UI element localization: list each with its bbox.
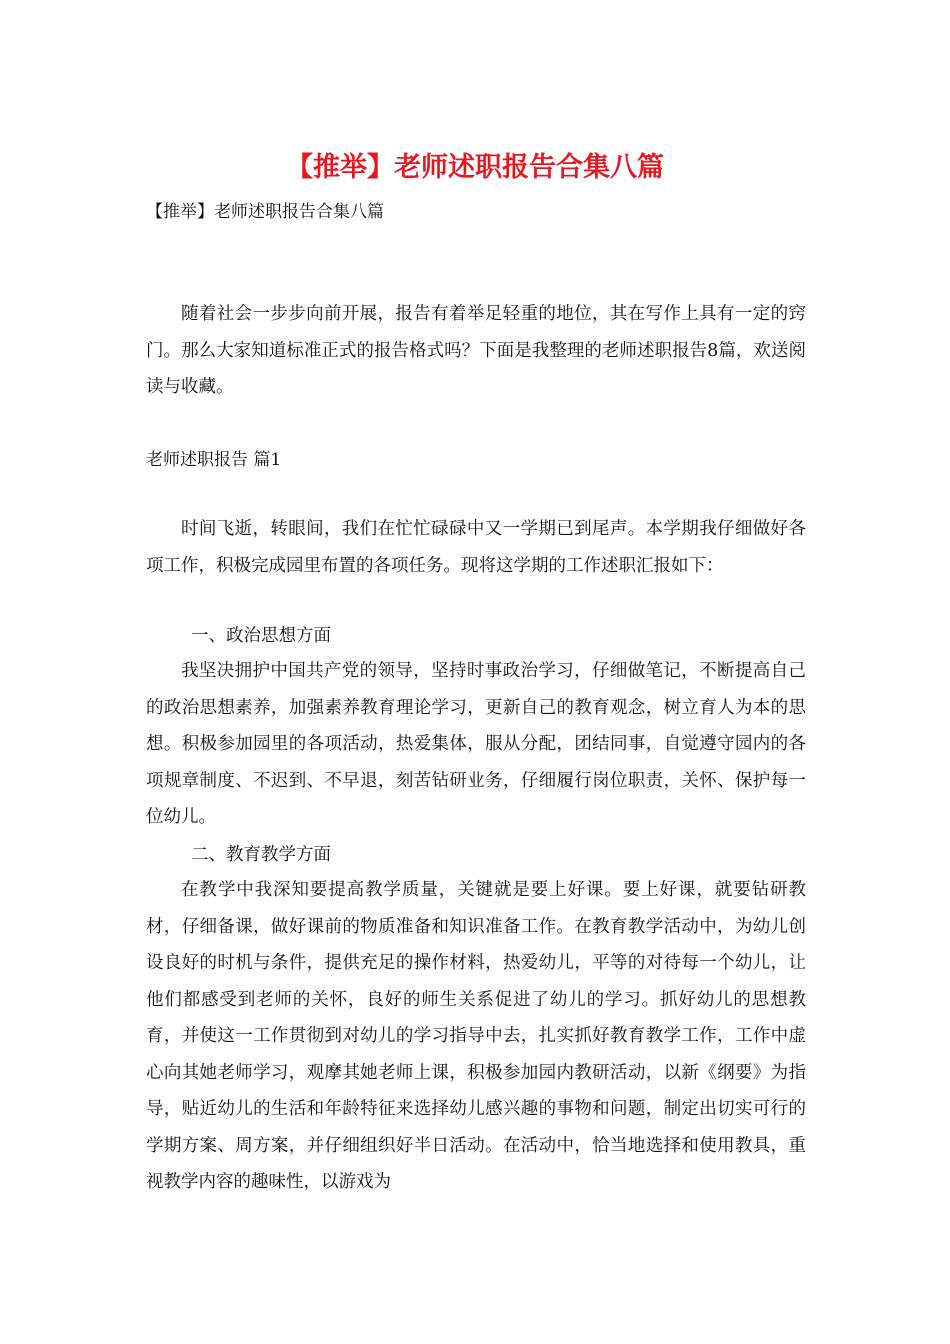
opening-paragraph: 时间飞逝，转眼间，我们在忙忙碌碌中又一学期已到尾声。本学期我仔细做好各项工作，积极完成园里布置的各项任务。现将这学期的工作述职汇报如下： (146, 519, 806, 576)
part1-paragraph: 我坚决拥护中国共产党的领导，坚持时事政治学习，仔细做笔记，不断提高自己的政治思想素养，加强素养教育理论学习，更新自己的教育观念，树立育人为本的思想。积极参加园里的各项活动，热爱集体，服从分配，团结同事，自觉遵守园内的各项规章制度、不迟到、不早退，刻苦钻研业务，仔细履行岗位职责，关怀、保护每一位幼儿。 (146, 661, 806, 827)
document-subtitle: 【推举】老师述职报告合集八篇 (146, 202, 384, 222)
part2-paragraph: 在教学中我深知要提高教学质量，关键就是要上好课。要上好课，就要钻研教材，仔细备课，做好课前的物质准备和知识准备工作。在教育教学活动中，为幼儿创设良好的时机与条件，提供充足的操作材料，热爱幼儿，平等的对待每一个幼儿，让他们都感受到老师的关怀，良好的师生关系促进了幼儿的学习。抓好幼儿的思想教育，并使这一工作贯彻到对幼儿的学习指导中去，扎实抓好教育教学工作，工作中虚心向其她老师学习，观摩其她老师上课，积极参加园内教研活动，以新《纲要》为指导，贴近幼儿的生活和年龄特征来选择幼儿感兴趣的事物和问题，制定出切实可行的学期方案、周方案，并仔细组织好半日活动。在活动中，恰当地选择和使用教具，重视教学内容的趣味性，以游戏为 (146, 880, 806, 1192)
section-heading: 老师述职报告 篇1 (146, 450, 282, 470)
part2-heading: 二、教育教学方面 (191, 845, 331, 865)
part1-heading: 一、政治思想方面 (191, 626, 331, 646)
intro-paragraph: 随着社会一步步向前开展，报告有着举足轻重的地位，其在写作上具有一定的窍门。那么大家知道标准正式的报告格式吗？下面是我整理的老师述职报告8篇，欢送阅读与收藏。 (146, 304, 806, 397)
document-title: 【推举】老师述职报告合集八篇 (286, 152, 664, 183)
